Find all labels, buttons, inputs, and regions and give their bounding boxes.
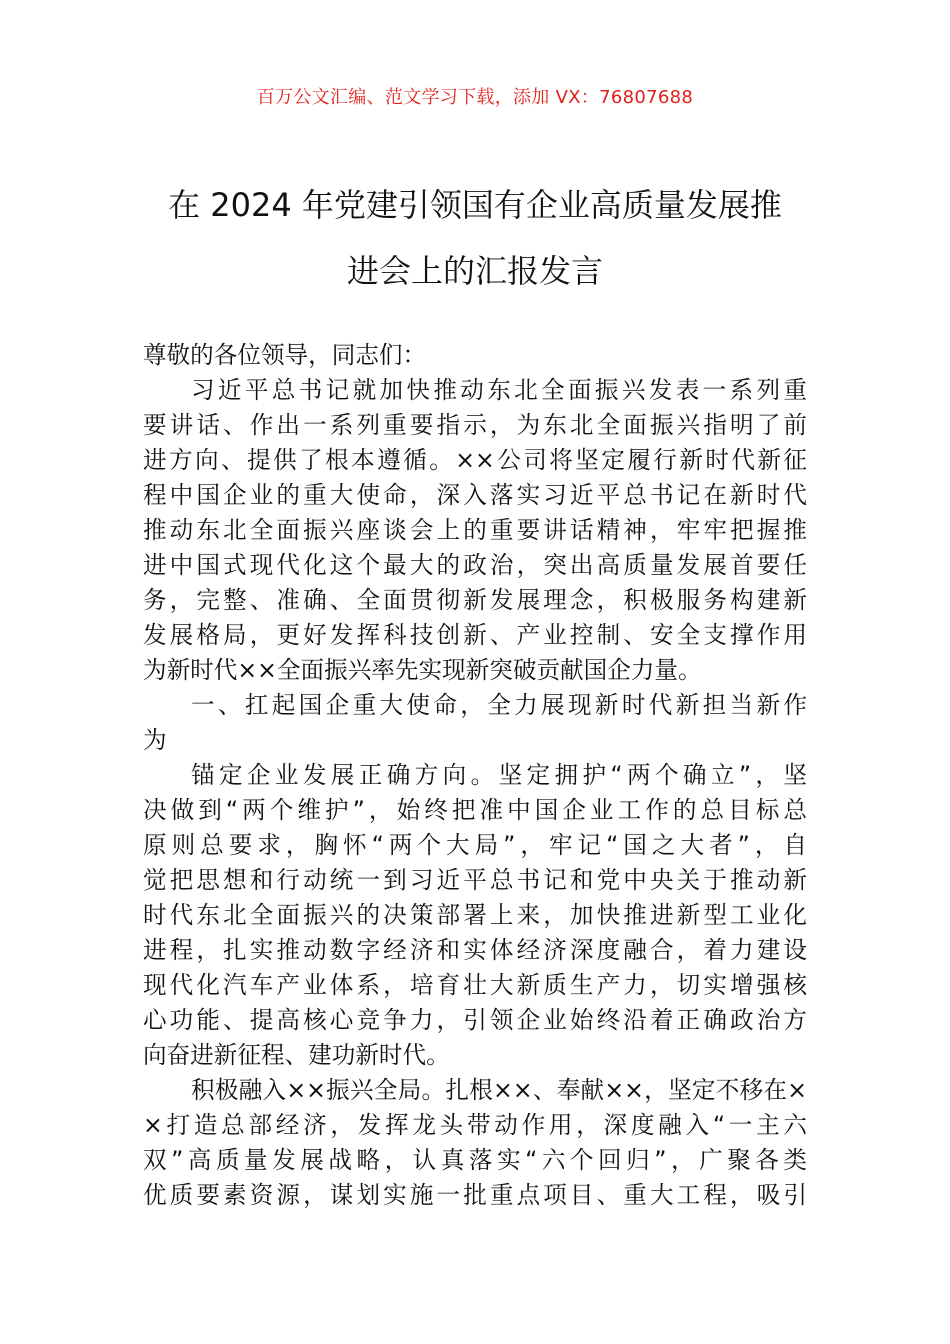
document-body xyxy=(143,338,807,1213)
text-line: 优质要素资源，谋划实施一批重点项目、重大工程，吸引 xyxy=(143,1181,807,1209)
text-line: 要讲话、作出一系列重要指示，为东北全面振兴指明了前 xyxy=(143,411,807,439)
text-line: 双”高质量发展战略，认真落实“六个回归”，广聚各类 xyxy=(143,1146,807,1174)
text-line: 为新时代××全面振兴率先实现新突破贡献国企力量。 xyxy=(143,656,702,684)
text-line: ×打造总部经济，发挥龙头带动作用，深度融入“一主六 xyxy=(143,1111,807,1139)
salutation: 尊敬的各位领导，同志们： xyxy=(143,341,427,369)
text-line: 一、扛起国企重大使命，全力展现新时代新担当新作 xyxy=(191,691,807,719)
document-title xyxy=(130,172,820,304)
text-line: 习近平总书记就加快推动东北全面振兴发表一系列重 xyxy=(191,376,807,404)
text-line: 现代化汽车产业体系，培育壮大新质生产力，切实增强核 xyxy=(143,971,807,999)
text-line: 时代东北全面振兴的决策部署上来，加快推进新型工业化 xyxy=(143,901,807,929)
text-line: 务，完整、准确、全面贯彻新发展理念，积极服务构建新 xyxy=(143,586,807,614)
text-line: 为 xyxy=(143,726,167,754)
text-line: 进中国式现代化这个最大的政治，突出高质量发展首要任 xyxy=(143,551,807,579)
text-line: 推动东北全面振兴座谈会上的重要讲话精神，牢牢把握推 xyxy=(143,516,807,544)
text-line: 向奋进新征程、建功新时代。 xyxy=(143,1041,450,1069)
text-line: 发展格局，更好发挥科技创新、产业控制、安全支撑作用 xyxy=(143,621,807,649)
text-line: 心功能、提高核心竞争力，引领企业始终沿着正确政治方 xyxy=(143,1006,807,1034)
text-line: 觉把思想和行动统一到习近平总书记和党中央关于推动新 xyxy=(143,866,807,894)
title-line-2: 进会上的汇报发言 xyxy=(346,252,603,290)
text-line: 进方向、提供了根本遵循。××公司将坚定履行新时代新征 xyxy=(143,446,807,474)
text-line: 锚定企业发展正确方向。坚定拥护“两个确立”，坚 xyxy=(191,761,807,789)
text-line: 进程，扎实推动数字经济和实体经济深度融合，着力建设 xyxy=(143,936,807,964)
text-line: 原则总要求，胸怀“两个大局”，牢记“国之大者”，自 xyxy=(143,831,807,859)
paragraph-integration xyxy=(143,1073,807,1213)
title-line-1: 在 2024 年党建引领国有企业高质量发展推 xyxy=(168,186,782,224)
section-heading-1 xyxy=(143,688,807,758)
text-line: 积极融入××振兴全局。扎根××、奉献××，坚定不移在× xyxy=(191,1076,807,1104)
text-line: 程中国企业的重大使命，深入落实习近平总书记在新时代 xyxy=(143,481,807,509)
paragraph-direction xyxy=(143,758,807,1073)
paragraph-intro xyxy=(143,373,807,688)
download-notice: 百万公文汇编、范文学习下载，添加 VX：76807688 xyxy=(256,87,694,108)
text-line: 决做到“两个维护”，始终把准中国企业工作的总目标总 xyxy=(143,796,807,824)
